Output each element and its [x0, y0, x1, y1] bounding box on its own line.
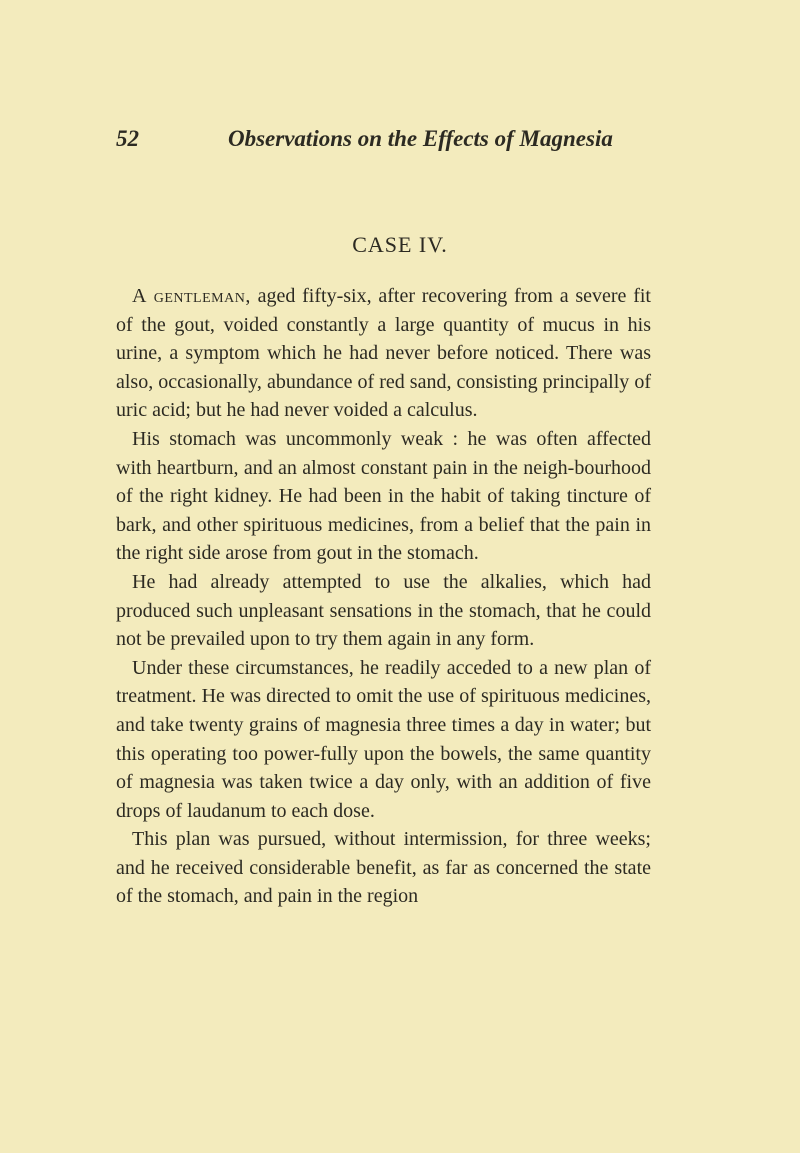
paragraph-4: Under these circumstances, he readily acceded to a new plan of treatment. He was directed to omit the use of spirituous medicines, and take twenty grains of magnesia three times a day in water; but this operating too power-fully upon the bowels, the same quantity of magnesia was taken twice a day only, with an addition of five drops of laudanum to each dose.: [116, 656, 651, 822]
paragraph-1-smallcaps: gentleman,: [146, 285, 251, 307]
page-number: 52: [116, 126, 139, 151]
paragraph-3: He had already attempted to use the alkalies, which had produced such unpleasant sensations in the stomach, that he could not be prevailed upon to try them again in any form.: [116, 570, 651, 651]
body-text: [116, 282, 651, 911]
case-heading: CASE IV.: [352, 232, 448, 257]
running-title: Observations on the Effects of Magnesia: [228, 126, 613, 151]
running-head: [116, 120, 646, 156]
paragraph-1-lead: A: [132, 285, 147, 307]
paragraph-1-text: aged fifty-six, after recovering from a severe fit of the gout, voided constantly a large quantity of mucus in his urine, a symptom which he had never before noticed. There was also, occasionally, abundance of red sand, consisting principally of uric acid; but he had never voided a calculus.: [116, 285, 651, 422]
paragraph-1: [116, 282, 651, 425]
paragraph-2: His stomach was uncommonly weak : he was often affected with heartburn, and an almost constant pain in the neigh-bourhood of the right kidney. He had been in the habit of taking tincture of bark, and other spirituous medicines, from a belief that the pain in the right side arose from gout in the stomach.: [116, 427, 651, 565]
paragraph-5: This plan was pursued, without intermission, for three weeks; and he received considerable benefit, as far as concerned the state of the stomach, and pain in the region: [116, 828, 651, 908]
